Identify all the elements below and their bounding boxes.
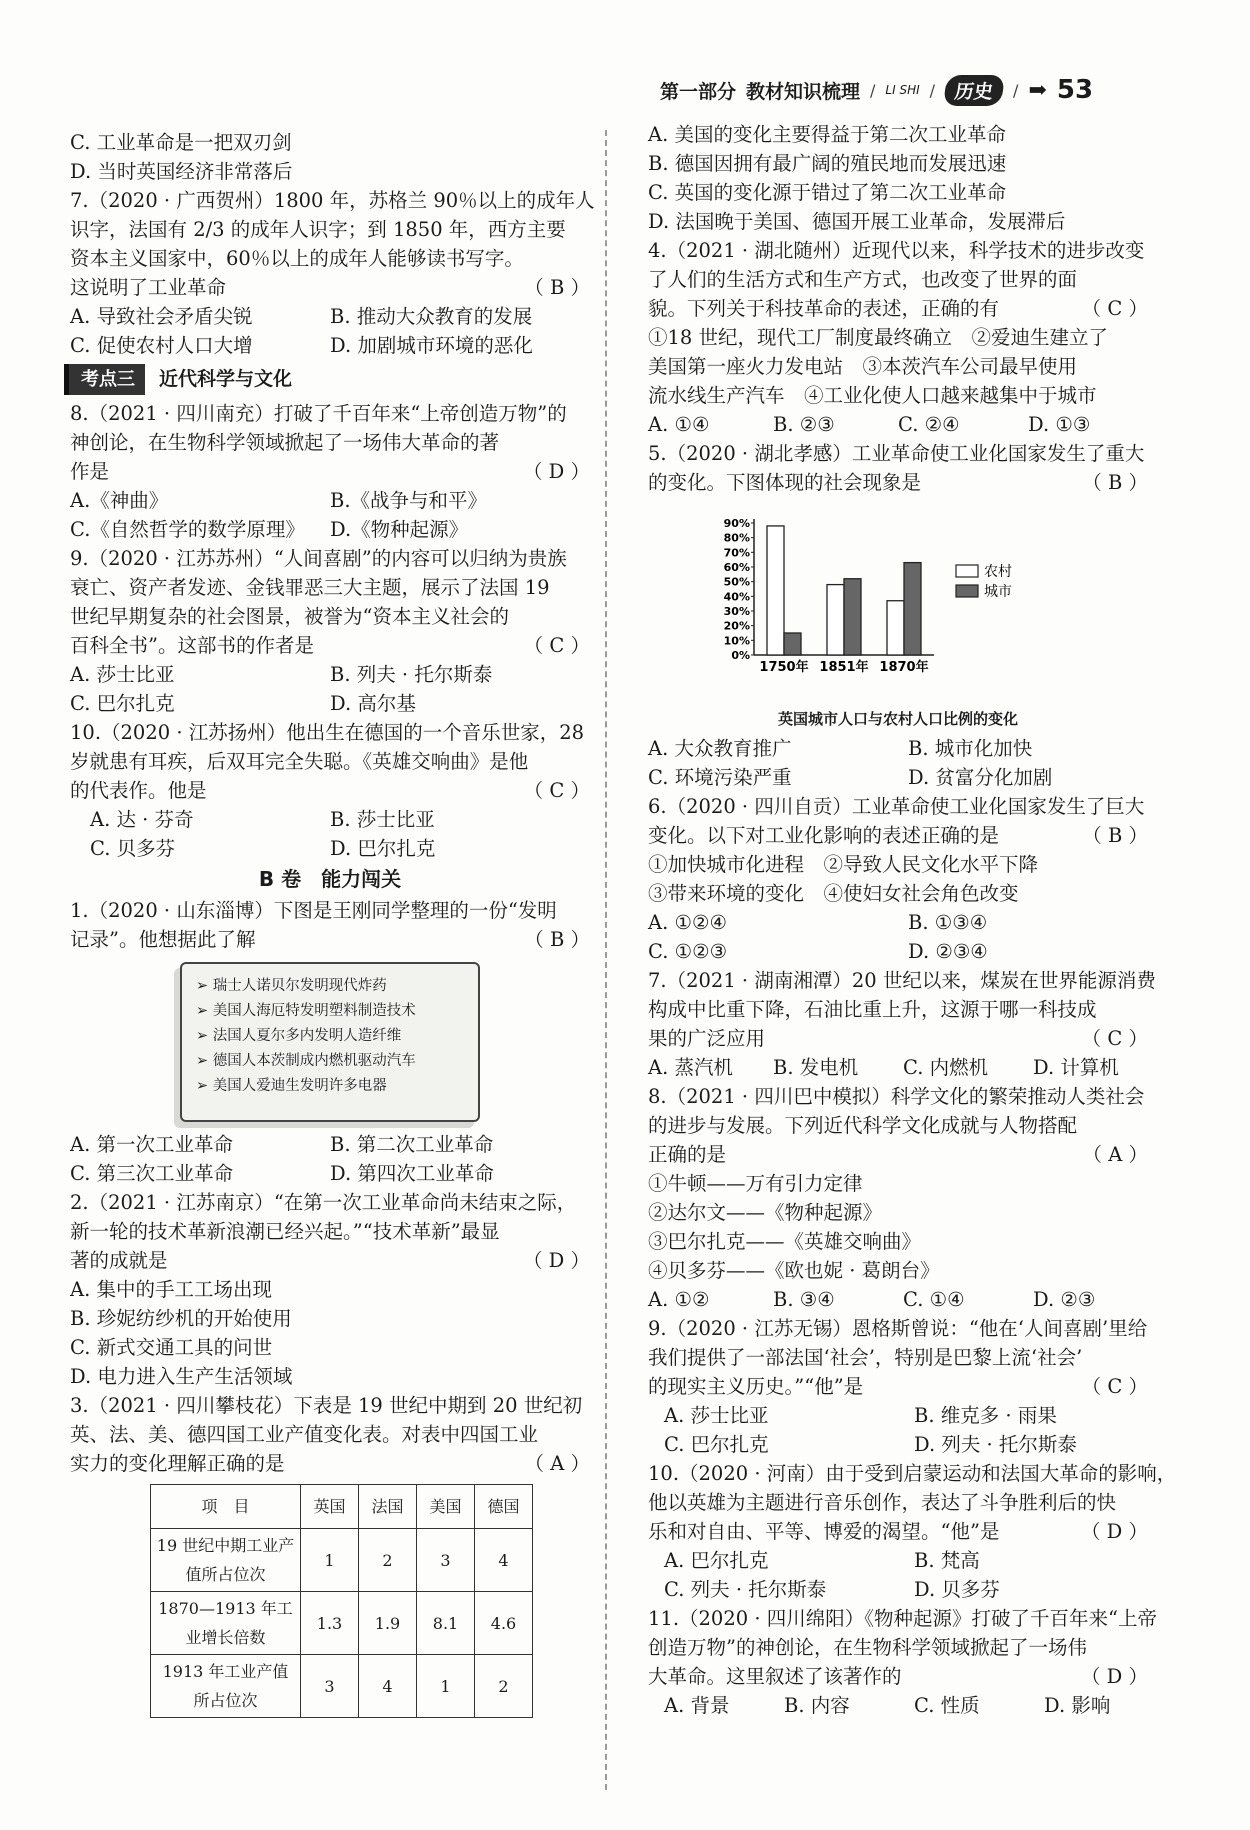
- question-stem: 作是: [70, 460, 110, 483]
- question-stem: 我们提供了一部法国‘社会’，特别是巴黎上流‘社会’: [648, 1346, 1083, 1369]
- question-b11: [648, 1604, 1157, 1720]
- option-a: A. 导致社会矛盾尖锐: [70, 305, 253, 328]
- option-d: D. 贫富分化加剧: [908, 766, 1053, 789]
- scroll-item: ➢ 美国人爱迪生发明许多电器: [196, 1078, 387, 1094]
- option-b: B. 内容: [784, 1694, 850, 1717]
- question-stem: 2.（2021 · 江苏南京）“在第一次工业革命尚未结束之际，: [70, 1191, 577, 1214]
- legend-label: 城市: [984, 584, 1012, 600]
- question-stem: 7.（2020 · 广西贺州）1800 年，苏格兰 90％以上的成年人: [70, 189, 595, 212]
- question-stem: 8.（2021 · 四川巴中模拟）科学文化的繁荣推动人类社会: [648, 1085, 1145, 1108]
- x-tick-label: 1870年: [879, 660, 929, 675]
- question-stem: 的变化。下图体现的社会现象是: [648, 471, 922, 494]
- option-c: C. 列夫 · 托尔斯泰: [664, 1578, 827, 1601]
- statement-line: ③带来环境的变化 ④使妇女社会角色改变: [648, 882, 1019, 905]
- bar-urban: [904, 563, 921, 655]
- bar-urban: [844, 579, 861, 655]
- option-d: D. 贝多芬: [914, 1578, 1000, 1601]
- scroll-item: ➢ 德国人本茨制成内燃机驱动汽车: [196, 1053, 416, 1069]
- option-b: B. 珍妮纺纱机的开始使用: [70, 1307, 292, 1330]
- option-b: B. 第二次工业革命: [330, 1133, 494, 1156]
- option-b: B. ①③④: [908, 911, 988, 934]
- question-stem: 衰亡、资产者发迹、金钱罪恶三大主题，展示了法国 19: [70, 576, 550, 599]
- option-b: B. ③④: [773, 1288, 835, 1311]
- bar-urban: [784, 633, 801, 655]
- question-stem: 了人们的生活方式和生产方式，也改变了世界的面: [648, 268, 1078, 291]
- table-cell: 2: [475, 1655, 533, 1718]
- table-cell: 4: [359, 1655, 417, 1718]
- bar-rural: [887, 601, 904, 655]
- option-d: D. 影响: [1044, 1694, 1111, 1717]
- option-c: C.《自然哲学的数学原理》: [70, 518, 305, 541]
- question-b9: [648, 1314, 1148, 1459]
- table-cell: 2: [359, 1529, 417, 1592]
- question-stem: 7.（2021 · 湖南湘潭）20 世纪以来，煤炭在世界能源消费: [648, 969, 1156, 992]
- option-c: C. ①②③: [648, 940, 728, 963]
- kaodian-tag: 考点三: [64, 364, 145, 395]
- table-row: [151, 1592, 533, 1655]
- bar-rural: [827, 585, 844, 655]
- kaodian-heading: [64, 364, 590, 395]
- population-chart-svg: [708, 505, 1068, 695]
- answer-mark: （ B ）: [1082, 824, 1148, 847]
- option-b: B.《战争与和平》: [330, 489, 488, 512]
- scroll-item: ➢ 美国人海厄特发明塑料制造技术: [196, 1003, 416, 1019]
- option-d: D. 高尔基: [330, 692, 416, 715]
- question-stem: 9.（2020 · 江苏苏州）“人间喜剧”的内容可以归纳为贵族: [70, 547, 567, 570]
- question-stem: 神创论，在生物科学领域掀起了一场伟大革命的著: [70, 431, 500, 454]
- question-stem: 实力的变化理解正确的是: [70, 1452, 285, 1475]
- question-stem: 貌。下列关于科技革命的表述，正确的有: [648, 297, 1000, 320]
- question-stem: 这说明了工业革命: [70, 276, 227, 299]
- option-c: C. 第三次工业革命: [70, 1162, 234, 1185]
- industry-table: [150, 1484, 533, 1718]
- question-stem: 资本主义国家中，60％以上的成年人能够读书写字。: [70, 247, 524, 270]
- option-a: A. ①②: [648, 1288, 710, 1311]
- question-stem: 识字，法国有 2/3 的成年人识字；到 1850 年，西方主要: [70, 218, 566, 241]
- table-cell: 3: [417, 1529, 475, 1592]
- question-b10: [648, 1459, 1177, 1604]
- option-b: B. ②③: [773, 413, 835, 436]
- table-header: 法国: [359, 1485, 417, 1529]
- chart-title: 英国城市人口与农村人口比例的变化: [777, 710, 1018, 728]
- answer-mark: （ B ）: [524, 928, 590, 951]
- question-stem: 大革命。这里叙述了该著作的: [648, 1665, 902, 1688]
- y-tick-label: 0%: [731, 649, 750, 662]
- option-a: A. ①②④: [648, 911, 727, 934]
- table-cell: 1: [417, 1655, 475, 1718]
- statement-line: ①牛顿——万有引力定律: [648, 1172, 863, 1195]
- answer-mark: （ B ）: [1082, 471, 1148, 494]
- table-header: 美国: [417, 1485, 475, 1529]
- question-stem: 8.（2021 · 四川南充）打破了千百年来“上帝创造万物”的: [70, 402, 567, 425]
- statement-line: ①18 世纪，现代工厂制度最终确立 ②爱迪生建立了: [648, 326, 1109, 349]
- x-tick-label: 1851年: [819, 660, 869, 675]
- option-d: D.《物种起源》: [330, 518, 469, 541]
- y-tick-label: 80%: [723, 531, 750, 545]
- section-label: 教材知识梳理: [746, 80, 861, 103]
- question-10: [70, 718, 590, 863]
- column-divider: [605, 130, 607, 1790]
- option-d: D. ①③: [1028, 413, 1091, 436]
- question-stem: 1.（2020 · 山东淄博）下图是王刚同学整理的一份“发明: [70, 899, 557, 922]
- left-column: [70, 128, 595, 1718]
- question-stem: 新一轮的技术革新浪潮已经兴起。”“技术革新”最显: [70, 1220, 500, 1243]
- question-7: [70, 186, 595, 360]
- question-b2: [70, 1188, 590, 1391]
- y-tick-label: 20%: [723, 619, 750, 633]
- question-b7: [648, 966, 1156, 1082]
- question-stem: 百科全书”。这部书的作者是: [70, 634, 314, 657]
- option-a: A. 巴尔扎克: [664, 1549, 769, 1572]
- table-cell: 1913 年工业产值所占位次: [151, 1655, 301, 1718]
- option-a: A. 美国的变化主要得益于第二次工业革命: [648, 123, 1006, 146]
- invention-record-scroll: [180, 962, 480, 1122]
- table-cell: 1: [301, 1529, 359, 1592]
- question-stem: 世纪早期复杂的社会图景，被誉为“资本主义社会的: [70, 605, 509, 628]
- statement-line: 流水线生产汽车 ④工业化使人口越来越集中于城市: [648, 384, 1097, 407]
- question-stem: 的进步与发展。下列近代科学文化成就与人物搭配: [648, 1114, 1078, 1137]
- statement-line: ③巴尔扎克——《英雄交响曲》: [648, 1230, 922, 1253]
- option-b: B. 梵高: [914, 1549, 980, 1572]
- option-a: A.《神曲》: [70, 489, 169, 512]
- question-stem: 的现实主义历史。”“他”是: [648, 1375, 864, 1398]
- question-stem: 著的成就是: [70, 1249, 168, 1272]
- table-row: [151, 1655, 533, 1718]
- page-number: 53: [1056, 75, 1094, 105]
- question-stem: 9.（2020 · 江苏无锡）恩格斯曾说：“他在‘人间喜剧’里给: [648, 1317, 1148, 1340]
- option-a: A. 第一次工业革命: [70, 1133, 233, 1156]
- table-cell: 4: [475, 1529, 533, 1592]
- answer-mark: （ C ）: [523, 634, 590, 657]
- answer-mark: （ A ）: [524, 1452, 590, 1475]
- option-c: C. 巴尔扎克: [664, 1433, 769, 1456]
- option-b: B. 莎士比亚: [330, 808, 435, 831]
- table-row: [151, 1529, 533, 1592]
- option-c: C. 巴尔扎克: [70, 692, 175, 715]
- question-stem: 11.（2020 · 四川绵阳）《物种起源》打破了千百年来“上帝: [648, 1607, 1157, 1630]
- y-tick-label: 90%: [723, 517, 750, 530]
- option-line: D. 当时英国经济非常落后: [70, 160, 293, 183]
- answer-mark: （ A ）: [1082, 1143, 1148, 1166]
- option-d: D. ②③④: [908, 940, 988, 963]
- option-c: C. ②④: [898, 413, 960, 436]
- question-9: [70, 544, 590, 718]
- option-c: C. 英国的变化源于错过了第二次工业革命: [648, 181, 1007, 204]
- y-tick-label: 60%: [723, 561, 750, 574]
- option-c: C. 性质: [914, 1694, 980, 1717]
- question-stem: 5.（2020 · 湖北孝感）工业革命使工业化国家发生了重大: [648, 442, 1145, 465]
- option-d: D. 电力进入生产生活领域: [70, 1365, 293, 1388]
- option-a: A. 蒸汽机: [648, 1056, 733, 1079]
- option-b: B. 维克多 · 雨果: [914, 1404, 1057, 1427]
- table-cell: 19 世纪中期工业产值所占位次: [151, 1529, 301, 1592]
- option-b: B. 德国因拥有最广阔的殖民地而发展迅速: [648, 152, 1007, 175]
- question-stem: 正确的是: [648, 1143, 727, 1166]
- answer-mark: （ D ）: [522, 460, 590, 483]
- page-header: 第一部分 教材知识梳理 / LI SHI / 历史 / ➡ 53: [660, 75, 1094, 105]
- question-b3: [70, 1391, 590, 1718]
- option-b: B. 发电机: [773, 1056, 859, 1079]
- answer-mark: （ D ）: [1080, 1520, 1148, 1543]
- statement-line: ④贝多芬——《欧也妮 · 葛朗台》: [648, 1259, 940, 1282]
- question-stem: 4.（2021 · 湖北随州）近现代以来，科学技术的进步改变: [648, 239, 1145, 262]
- option-d: D. 列夫 · 托尔斯泰: [914, 1433, 1077, 1456]
- table-cell: 1870—1913 年工业增长倍数: [151, 1592, 301, 1655]
- y-tick-label: 10%: [723, 634, 750, 648]
- option-d: D. 巴尔扎克: [330, 837, 436, 860]
- table-cell: 8.1: [417, 1592, 475, 1655]
- option-a: A. 达 · 芬奇: [90, 808, 194, 831]
- x-tick-label: 1750年: [759, 660, 809, 675]
- option-d: D. 计算机: [1033, 1056, 1119, 1079]
- option-b: B. 列夫 · 托尔斯泰: [330, 663, 493, 686]
- option-a: A. 莎士比亚: [70, 663, 175, 686]
- option-d: D. 第四次工业革命: [330, 1162, 494, 1185]
- option-a: A. ①④: [648, 413, 710, 436]
- y-tick-label: 30%: [723, 605, 750, 618]
- question-b6: [648, 792, 1148, 966]
- question-stem: 果的广泛应用: [648, 1027, 766, 1050]
- statement-line: 美国第一座火力发电站 ③本茨汽车公司最早使用: [648, 355, 1078, 378]
- kaodian-title: 近代科学与文化: [159, 368, 293, 390]
- question-b1: [70, 896, 590, 1188]
- question-8: [70, 399, 590, 544]
- y-tick-label: 70%: [723, 546, 750, 560]
- bar-rural: [767, 526, 784, 655]
- question-stem: 英、法、美、德四国工业产值变化表。对表中四国工业: [70, 1423, 539, 1446]
- answer-mark: （ C ）: [523, 779, 590, 802]
- option-c: C. 促使农村人口大增: [70, 334, 253, 357]
- question-stem: 10.（2020 · 河南）由于受到启蒙运动和法国大革命的影响，: [648, 1462, 1177, 1485]
- table-cell: 4.6: [475, 1592, 533, 1655]
- question-stem: 3.（2021 · 四川攀枝花）下表是 19 世纪中期到 20 世纪初: [70, 1394, 583, 1417]
- option-line: C. 工业革命是一把双刃剑: [70, 131, 292, 154]
- answer-mark: （ C ）: [1081, 1375, 1148, 1398]
- option-d: D. 加剧城市环境的恶化: [330, 334, 533, 357]
- statement-line: ②达尔文——《物种起源》: [648, 1201, 883, 1224]
- question-stem: 乐和对自由、平等、博爱的渴望。“他”是: [648, 1520, 1000, 1543]
- scroll-item: ➢ 瑞士人诺贝尔发明现代炸药: [196, 978, 387, 994]
- subject-latin: LI SHI: [885, 83, 920, 97]
- legend-swatch: [956, 585, 978, 597]
- answer-mark: （ C ）: [1081, 1027, 1148, 1050]
- arrow-right-icon: ➡: [1028, 77, 1047, 103]
- question-stem: 的代表作。他是: [70, 779, 207, 802]
- population-chart: [708, 505, 1148, 703]
- question-stem: 6.（2020 · 四川自贡）工业革命使工业化国家发生了巨大: [648, 795, 1145, 818]
- question-stem: 岁就患有耳疾，后双耳完全失聪。《英雄交响曲》是他: [70, 750, 529, 773]
- answer-mark: （ D ）: [522, 1249, 590, 1272]
- question-stem: 他以英雄为主题进行音乐创作，表达了斗争胜利后的快: [648, 1491, 1117, 1514]
- subject-badge: 历史: [943, 75, 1005, 106]
- option-c: C. 新式交通工具的问世: [70, 1336, 273, 1359]
- question-stem: 构成中比重下降，石油比重上升，这源于哪一科技成: [648, 998, 1097, 1021]
- scroll-item: ➢ 法国人夏尔多内发明人造纤维: [196, 1028, 402, 1044]
- option-d: D. ②③: [1033, 1288, 1096, 1311]
- option-c: C. 内燃机: [903, 1056, 989, 1079]
- table-header: 德国: [475, 1485, 533, 1529]
- question-stem: 创造万物”的神创论，在生物科学领域掀起了一场伟: [648, 1636, 1087, 1659]
- y-tick-label: 50%: [723, 575, 750, 589]
- table-cell: 3: [301, 1655, 359, 1718]
- right-column: [648, 120, 1177, 1720]
- table-header: 项 目: [151, 1485, 301, 1529]
- question-b8: [648, 1082, 1148, 1314]
- table-cell: 1.3: [301, 1592, 359, 1655]
- option-c: C. 环境污染严重: [648, 766, 792, 789]
- option-a: A. 大众教育推广: [648, 737, 792, 760]
- legend-label: 农村: [984, 564, 1012, 580]
- section-b-title: B 卷 能力闯关: [258, 867, 402, 891]
- table-header: 英国: [301, 1485, 359, 1529]
- question-stem: 变化。以下对工业化影响的表述正确的是: [648, 824, 1000, 847]
- part-label: 第一部分: [660, 80, 737, 103]
- option-b: B. 推动大众教育的发展: [330, 305, 533, 328]
- option-c: C. 贝多芬: [90, 837, 176, 860]
- question-b5: [648, 439, 1148, 792]
- question-b4: [648, 236, 1148, 439]
- option-b: B. 城市化加快: [908, 737, 1033, 760]
- option-a: A. 集中的手工工场出现: [70, 1278, 272, 1301]
- question-stem: 10.（2020 · 江苏扬州）他出生在德国的一个音乐世家，28: [70, 721, 585, 744]
- question-stem: 记录”。他想据此了解: [70, 928, 256, 951]
- answer-mark: （ D ）: [1080, 1665, 1148, 1688]
- answer-mark: （ C ）: [1081, 297, 1148, 320]
- table-cell: 1.9: [359, 1592, 417, 1655]
- option-d: D. 法国晚于美国、德国开展工业革命，发展滞后: [648, 210, 1066, 233]
- option-a: A. 莎士比亚: [664, 1404, 769, 1427]
- answer-mark: （ B ）: [524, 276, 590, 299]
- option-a: A. 背景: [664, 1694, 730, 1717]
- statement-line: ①加快城市化进程 ②导致人民文化水平下降: [648, 853, 1039, 876]
- y-tick-label: 40%: [723, 590, 750, 604]
- legend-swatch: [956, 565, 978, 577]
- option-c: C. ①④: [903, 1288, 965, 1311]
